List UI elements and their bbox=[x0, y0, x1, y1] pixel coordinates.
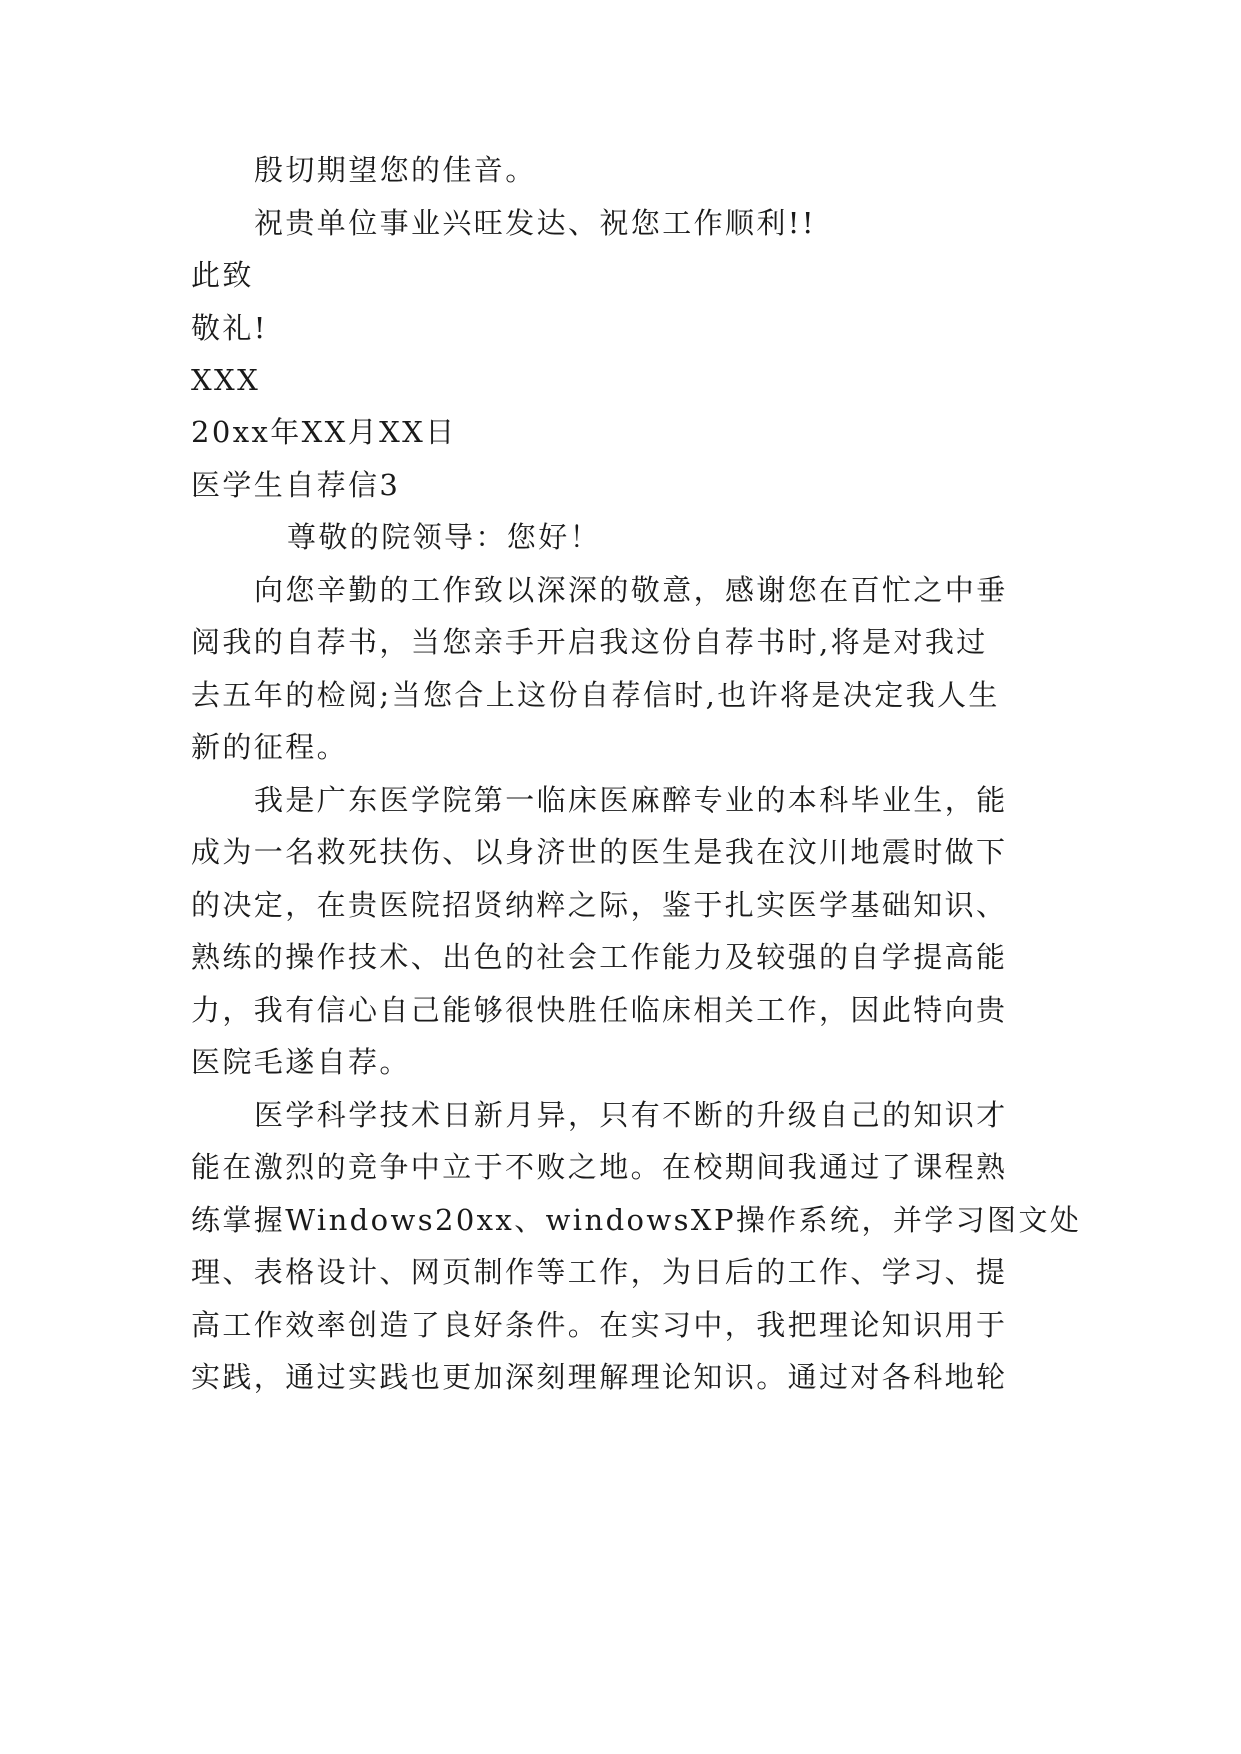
paragraph-3-line: 练掌握Windows20xx、windowsXP操作系统，并学习图文处 bbox=[191, 1203, 1082, 1237]
signature: XXX bbox=[191, 363, 261, 397]
paragraph-2-line: 力，我有信心自己能够很快胜任临床相关工作，因此特向贵 bbox=[191, 993, 1008, 1027]
closing-hope-line: 殷切期望您的佳音。 bbox=[254, 153, 537, 187]
paragraph-3-line: 能在激烈的竞争中立于不败之地。在校期间我通过了课程熟 bbox=[191, 1150, 1008, 1184]
paragraph-1-line: 向您辛勤的工作致以深深的敬意，感谢您在百忙之中垂 bbox=[254, 573, 1008, 607]
paragraph-1-line: 去五年的检阅;当您合上这份自荐信时,也许将是决定我人生 bbox=[191, 678, 1000, 712]
paragraph-2-line: 熟练的操作技术、出色的社会工作能力及较强的自学提高能 bbox=[191, 940, 1008, 974]
paragraph-3-line: 实践，通过实践也更加深刻理解理论知识。通过对各科地轮 bbox=[191, 1360, 1008, 1394]
paragraph-1-line: 阅我的自荐书，当您亲手开启我这份自荐书时,将是对我过 bbox=[191, 625, 988, 659]
paragraph-3-line: 高工作效率创造了良好条件。在实习中，我把理论知识用于 bbox=[191, 1308, 1008, 1342]
paragraph-2-line: 我是广东医学院第一临床医麻醉专业的本科毕业生，能 bbox=[254, 783, 1008, 817]
paragraph-3-line: 理、表格设计、网页制作等工作，为日后的工作、学习、提 bbox=[191, 1255, 1008, 1289]
paragraph-2-line: 医院毛遂自荐。 bbox=[191, 1045, 411, 1079]
letter-title: 医学生自荐信3 bbox=[191, 468, 401, 502]
paragraph-1-line: 新的征程。 bbox=[191, 730, 349, 764]
paragraph-2-line: 的决定，在贵医院招贤纳粹之际，鉴于扎实医学基础知识、 bbox=[191, 888, 1008, 922]
closing-wish-line: 祝贵单位事业兴旺发达、祝您工作顺利!! bbox=[254, 206, 816, 240]
paragraph-3-line: 医学科学技术日新月异，只有不断的升级自己的知识才 bbox=[254, 1098, 1008, 1132]
salutation-cizhi: 此致 bbox=[191, 258, 254, 292]
letter-greeting: 尊敬的院领导：您好！ bbox=[287, 520, 602, 554]
paragraph-2-line: 成为一名救死扶伤、以身济世的医生是我在汶川地震时做下 bbox=[191, 835, 1008, 869]
salutation-jingli: 敬礼! bbox=[191, 311, 268, 345]
date-line: 20xx年XX月XX日 bbox=[191, 415, 457, 449]
